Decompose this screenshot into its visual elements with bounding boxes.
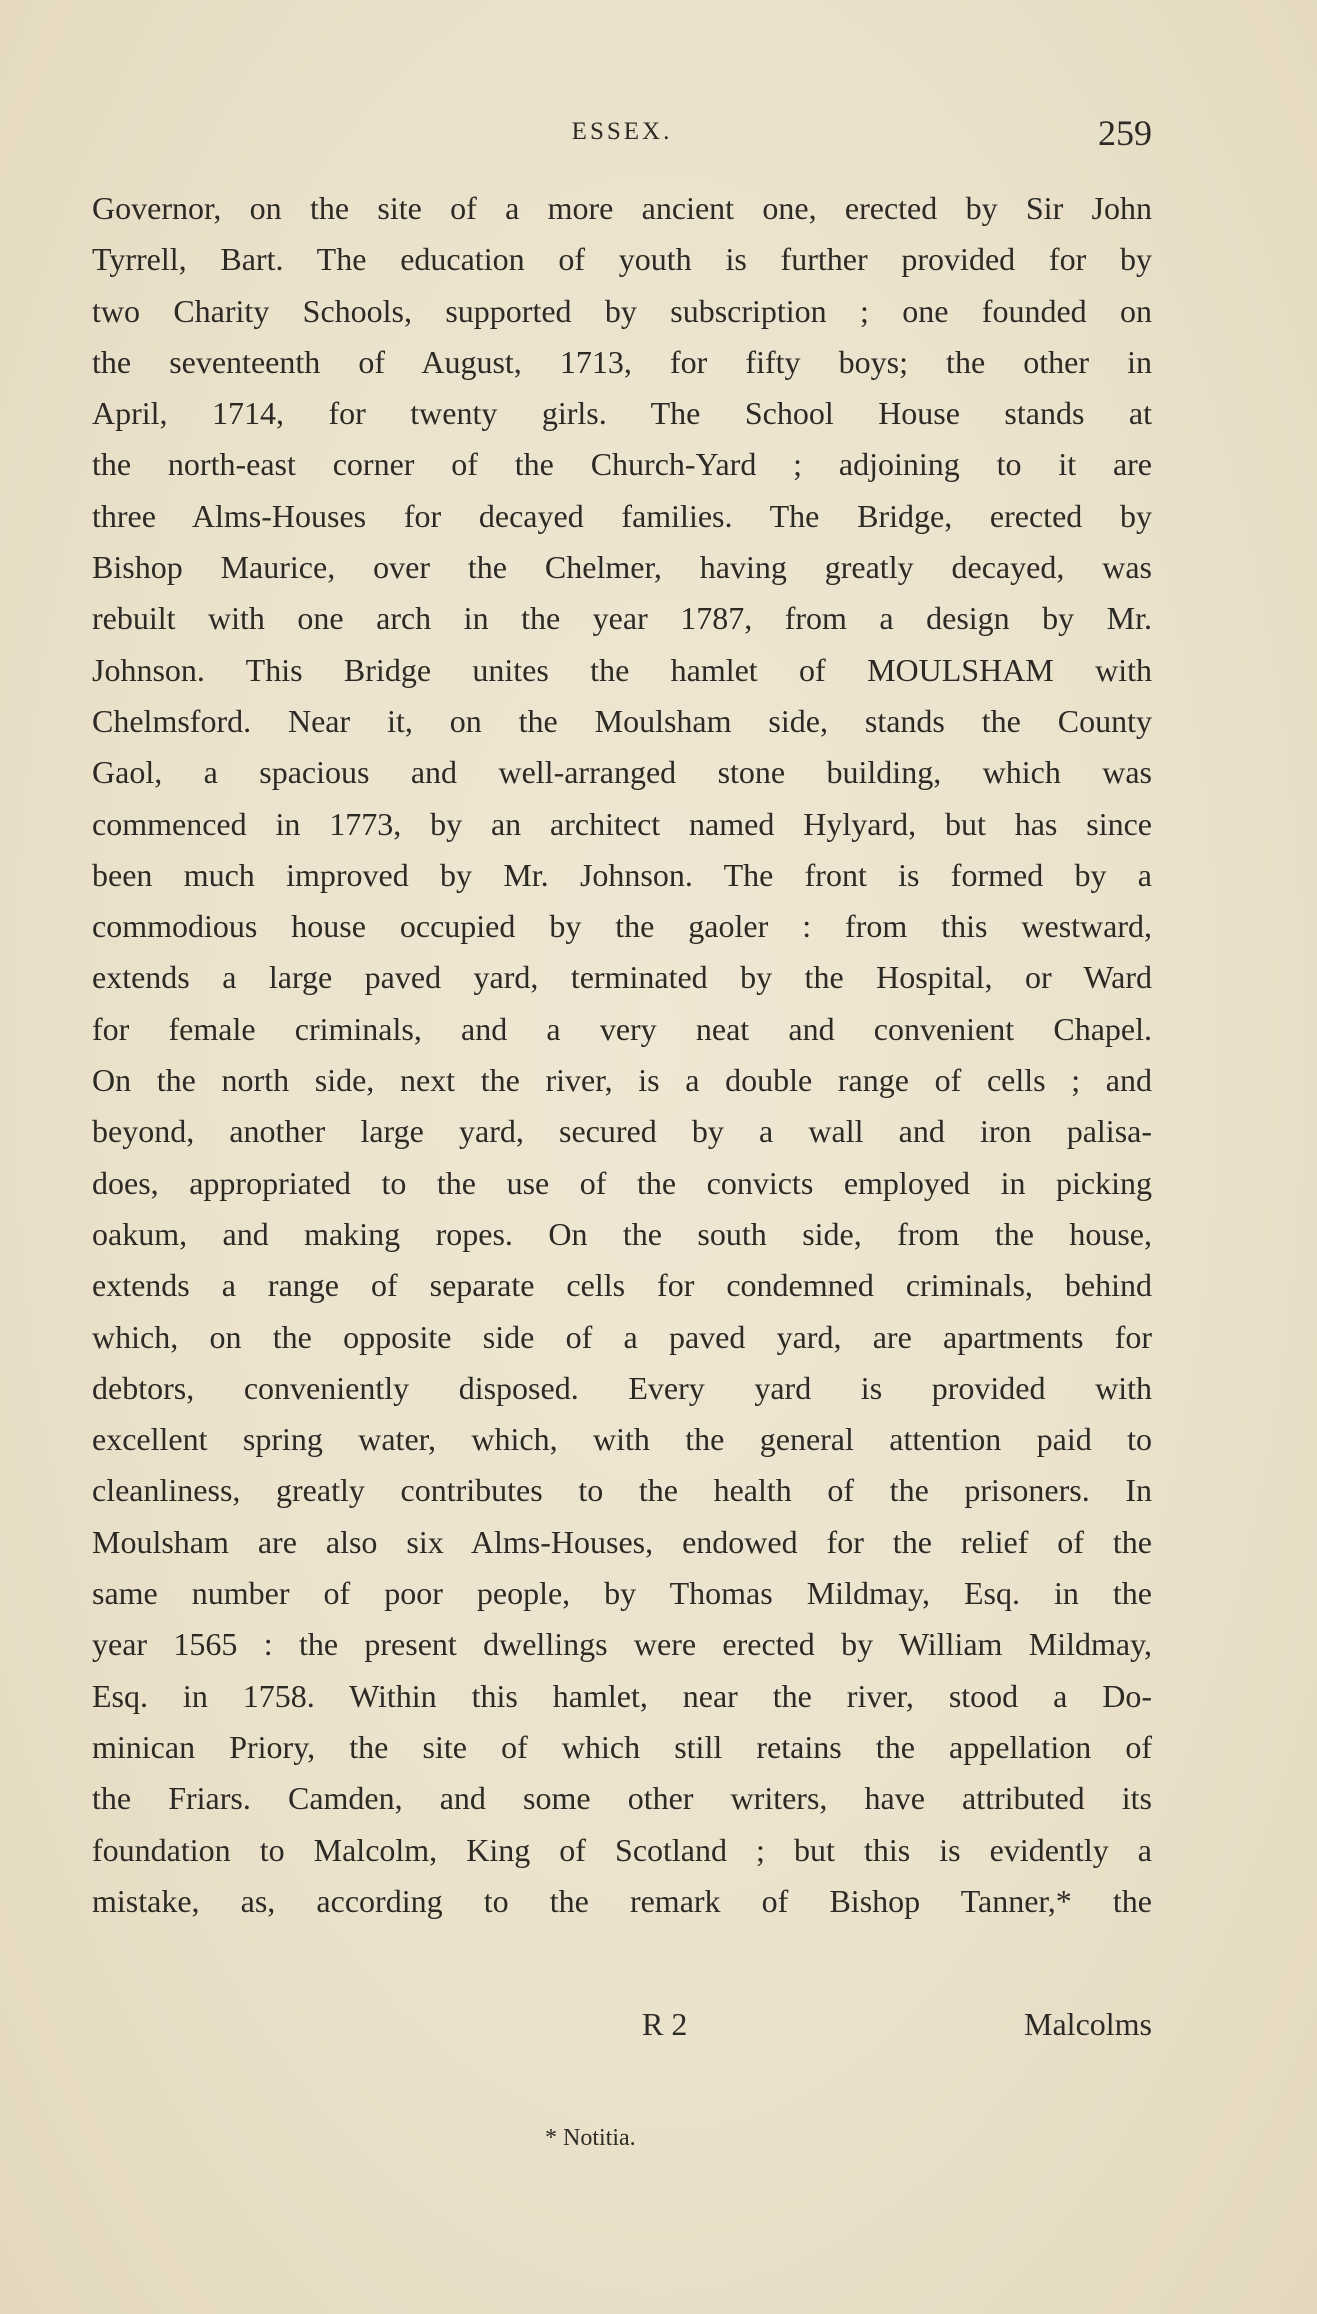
text-line: commodious house occupied by the gaoler : from this westward, bbox=[92, 908, 1152, 945]
text-line: year 1565 : the present dwellings were erected by William Mildmay, bbox=[92, 1626, 1152, 1663]
text-line: does, appropriated to the use of the convicts employed in picking bbox=[92, 1164, 1152, 1201]
text-line: for female criminals, and a very neat and convenient Chapel. bbox=[92, 1010, 1152, 1047]
footnote: * Notitia. bbox=[545, 2125, 636, 2151]
text-line: On the north side, next the river, is a double range of cells ; and bbox=[92, 1062, 1152, 1099]
text-line: debtors, conveniently disposed. Every yard is provided with bbox=[92, 1369, 1152, 1406]
text-line: beyond, another large yard, secured by a wall and iron palisa- bbox=[92, 1113, 1152, 1150]
text-line: Governor, on the site of a more ancient one, erected by Sir John bbox=[92, 190, 1152, 226]
text-line: the seventeenth of August, 1713, for fifty boys; the other in bbox=[92, 343, 1152, 380]
text-line: extends a range of separate cells for condemned criminals, behind bbox=[92, 1267, 1152, 1304]
text-line: foundation to Malcolm, King of Scotland ; but this is evidently a bbox=[92, 1831, 1152, 1868]
text-line: the Friars. Camden, and some other writers, have attributed its bbox=[92, 1780, 1152, 1817]
text-line: mistake, as, according to the remark of Bishop Tanner,* the bbox=[92, 1882, 1152, 1919]
signature-mark: R 2 bbox=[642, 2006, 688, 2042]
text-line: same number of poor people, by Thomas Mildmay, Esq. in the bbox=[92, 1575, 1152, 1612]
text-line: Tyrrell, Bart. The education of youth is further provided for by bbox=[92, 241, 1152, 278]
text-line: excellent spring water, which, with the general attention paid to bbox=[92, 1421, 1152, 1458]
text-line: commenced in 1773, by an architect named Hylyard, but has since bbox=[92, 805, 1152, 842]
text-line: oakum, and making ropes. On the south side, from the house, bbox=[92, 1215, 1152, 1252]
text-line: Chelmsford. Near it, on the Moulsham side, stands the County bbox=[92, 702, 1152, 739]
page-header bbox=[92, 112, 1152, 152]
text-line: minican Priory, the site of which still retains the appellation of bbox=[92, 1728, 1152, 1765]
running-head: ESSEX. bbox=[571, 118, 673, 145]
text-line: rebuilt with one arch in the year 1787, from a design by Mr. bbox=[92, 600, 1152, 637]
text-line: Gaol, a spacious and well-arranged stone building, which was bbox=[92, 754, 1152, 791]
page-number: 259 bbox=[1098, 113, 1152, 153]
text-line: been much improved by Mr. Johnson. The front is formed by a bbox=[92, 856, 1152, 893]
text-line: Johnson. This Bridge unites the hamlet of MOULSHAM with bbox=[92, 651, 1152, 688]
text-line: which, on the opposite side of a paved yard, are apartments for bbox=[92, 1318, 1152, 1355]
catchword: Malcolms bbox=[1024, 2006, 1152, 2042]
page-footer bbox=[92, 1998, 1152, 2050]
text-line: three Alms-Houses for decayed families. The Bridge, erected by bbox=[92, 497, 1152, 534]
text-line: Moulsham are also six Alms-Houses, endowed for the relief of the bbox=[92, 1523, 1152, 1560]
text-line: April, 1714, for twenty girls. The School House stands at bbox=[92, 395, 1152, 432]
body-text bbox=[92, 183, 1152, 1927]
text-line: Esq. in 1758. Within this hamlet, near the river, stood a Do- bbox=[92, 1677, 1152, 1714]
text-line: extends a large paved yard, terminated by the Hospital, or Ward bbox=[92, 959, 1152, 996]
text-line: Bishop Maurice, over the Chelmer, having greatly decayed, was bbox=[92, 549, 1152, 586]
text-line: cleanliness, greatly contributes to the health of the prisoners. In bbox=[92, 1472, 1152, 1509]
text-line: two Charity Schools, supported by subscription ; one founded on bbox=[92, 292, 1152, 329]
text-line: the north-east corner of the Church-Yard ; adjoining to it are bbox=[92, 446, 1152, 483]
